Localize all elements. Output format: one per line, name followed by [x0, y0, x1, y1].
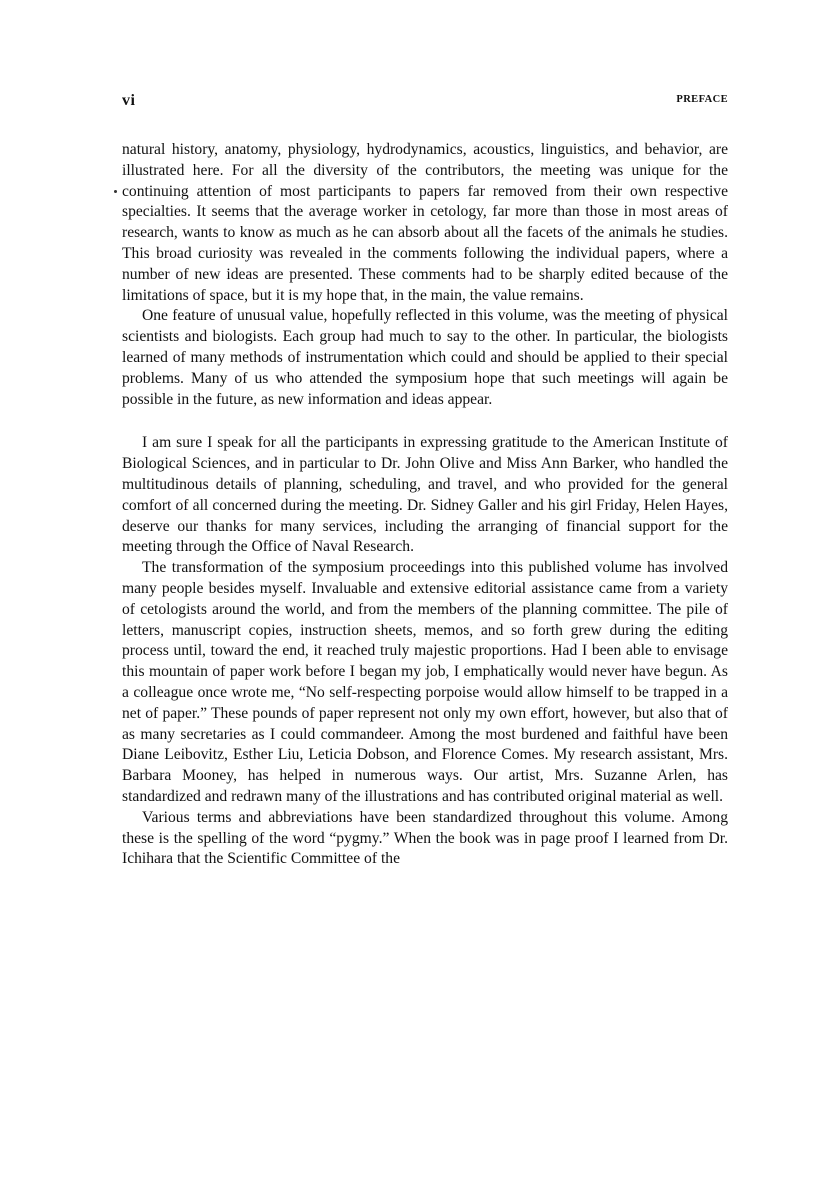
- page-number: vi: [122, 92, 136, 109]
- margin-mark: [114, 190, 117, 193]
- running-head: PREFACE: [676, 94, 728, 105]
- paragraph-continuation: natural history, anatomy, physiology, hydrodynamics, acoustics, linguistics, and behavior, are illustrated here. For all the diversity of the contributors, the meeting was unique for the continuing attention of most participants to papers far removed from their own respective specialties. It seems that the average worker in cetology, far more than those in most areas of research, wants to know as much as he can absorb about all the facets of the animals he studies. This broad curiosity was revealed in the comments following the individual papers, where a number of new ideas are presented. These comments had to be sharply edited because of the limitations of space, but it is my hope that, in the main, the value remains.: [122, 141, 728, 304]
- paragraph-gratitude: I am sure I speak for all the participants in expressing gratitude to the American Institute of Biological Sciences, and in particular to Dr. John Olive and Miss Ann Barker, who handled the multitudinous details of planning, scheduling, and travel, and who provided for the general comfort of all concerned during the meeting. Dr. Sidney Galler and his girl Friday, Helen Hayes, deserve our thanks for many services, including the arranging of financial support for the meeting through the Office of Naval Research.: [122, 434, 728, 556]
- paragraph-terms: Various terms and abbreviations have been standardized throughout this volume. Among these is the spelling of the word “pygmy.” When the book was in page proof I learned from Dr. Ichihara that the Scientific Committee of the: [122, 808, 728, 868]
- body-text: [122, 140, 728, 870]
- section-gap: [122, 410, 728, 433]
- paragraph-transformation: The transformation of the symposium proceedings into this published volume has involved many people besides myself. Invaluable and extensive editorial assistance came from a variety of cetologists around the world, and from the members of the planning committee. The pile of letters, manuscript copies, instruction sheets, memos, and so forth grew during the editing process until, toward the end, it reached truly majestic proportions. Had I been able to envisage this mountain of paper work before I began my job, I emphatically would never have begun. As a colleague once wrote me, “No self-respecting porpoise would allow himself to be trapped in a net of paper.” These pounds of paper represent not only my own effort, however, but also that of as many secretaries as I could commandeer. Among the most burdened and faithful have been Diane Leibovitz, Esther Liu, Leticia Dobson, and Florence Comes. My research assistant, Mrs. Barbara Mooney, has helped in numerous ways. Our artist, Mrs. Suzanne Arlen, has standardized and redrawn many of the illustrations and has contributed original material as well.: [122, 559, 728, 805]
- paragraph-physical-scientists: One feature of unusual value, hopefully reflected in this volume, was the meeting of physical scientists and biologists. Each group had much to say to the other. In particular, the biologists learned of many methods of instrumentation which could and should be applied to their special problems. Many of us who attended the symposium hope that such meetings will again be possible in the future, as new information and ideas appear.: [122, 307, 728, 408]
- page-header: [122, 92, 728, 112]
